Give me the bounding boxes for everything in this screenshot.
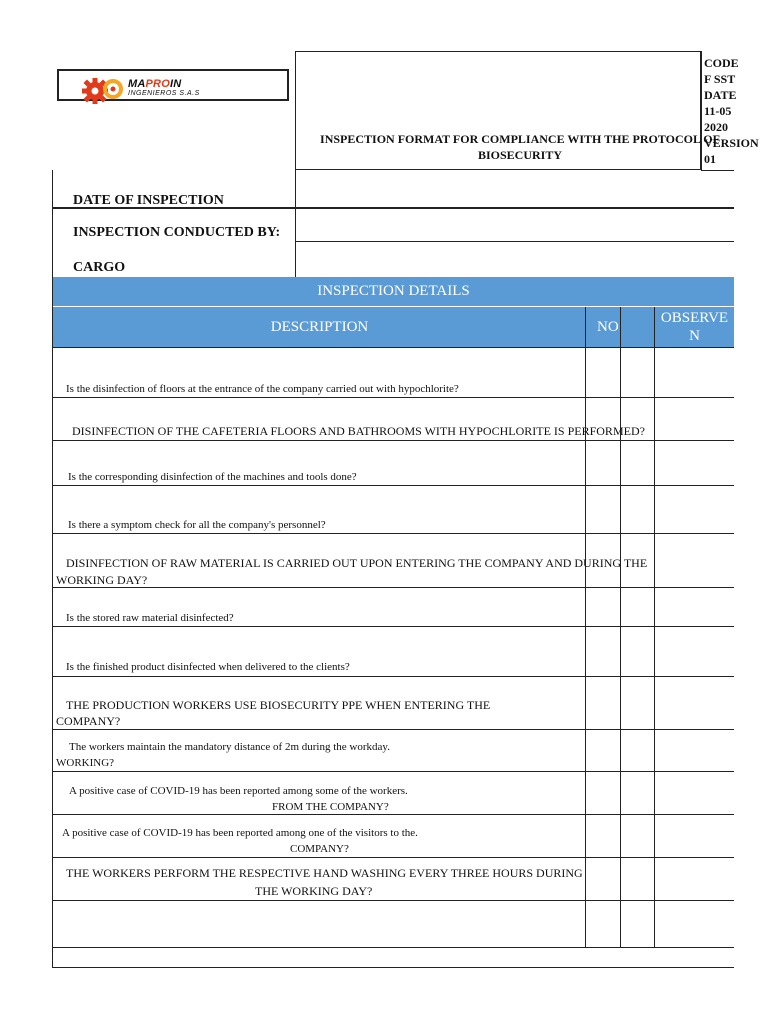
- table-row-question-9-line1: The workers maintain the mandatory distance of 2m during the workday.: [69, 741, 390, 753]
- version-value: 01: [704, 152, 716, 166]
- table-row-line: [52, 397, 734, 398]
- table-row-question-11-line1: A positive case of COVID-19 has been reported among one of the visitors to the.: [62, 827, 418, 839]
- table-row-line: [52, 347, 734, 348]
- observation-header-line1: OBSERVE: [660, 310, 729, 326]
- table-row-question-1: Is the disinfection of floors at the entrance of the company carried out with hypochlorite?: [66, 383, 459, 395]
- table-row-question-12-line2: THE WORKING DAY?: [255, 884, 373, 898]
- gear-logo-icon: [80, 76, 126, 111]
- table-row-line: [52, 676, 734, 677]
- table-row-line: [52, 626, 734, 627]
- code-column-border: [701, 51, 702, 171]
- inspection-details-title: INSPECTION DETAILS: [317, 283, 470, 299]
- col-divider-yes: [585, 307, 586, 948]
- table-row-question-5-line1: DISINFECTION OF RAW MATERIAL IS CARRIED OUT UPON ENTERING THE COMPANY AND DURING THE: [66, 556, 648, 570]
- code-label: CODE: [704, 56, 739, 70]
- col-divider-no: [620, 307, 621, 948]
- table-row-question-5-line2: WORKING DAY?: [56, 573, 148, 587]
- table-row-line: [52, 440, 734, 441]
- table-row-line: [52, 729, 734, 730]
- inspection-conducted-by-label: INSPECTION CONDUCTED BY:: [73, 225, 281, 240]
- description-column-header: DESCRIPTION: [270, 319, 369, 335]
- code-value: F SST: [704, 72, 736, 86]
- logo-wordmark: [128, 79, 200, 99]
- table-row-line: [52, 485, 734, 486]
- table-row-line: [52, 947, 734, 948]
- table-row-line: [52, 587, 734, 588]
- table-row-question-10-line2: FROM THE COMPANY?: [272, 801, 389, 813]
- table-row-line: [52, 857, 734, 858]
- observation-column-header: [655, 309, 734, 347]
- table-row-question-3: Is the corresponding disinfection of the machines and tools done?: [68, 471, 357, 483]
- inspection-conducted-by-field[interactable]: [296, 209, 734, 241]
- table-row-question-8-line2: COMPANY?: [56, 714, 121, 728]
- date-of-inspection-label: DATE OF INSPECTION: [73, 193, 224, 208]
- col-divider-observation: [654, 307, 655, 948]
- document-title-line1: INSPECTION FORMAT FOR COMPLIANCE WITH THE PROTOCOL OF: [320, 132, 720, 146]
- date-value: 11-05: [704, 104, 732, 118]
- table-row-question-4: Is there a symptom check for all the company's personnel?: [68, 519, 326, 531]
- table-row-question-6: Is the stored raw material disinfected?: [66, 612, 234, 624]
- date-label: DATE: [704, 88, 737, 102]
- table-row-question-11-line2: COMPANY?: [290, 843, 349, 855]
- table-row-line: [52, 533, 734, 534]
- table-row-line: [52, 814, 734, 815]
- document-code-block: [704, 55, 759, 167]
- date-of-inspection-field[interactable]: [296, 171, 734, 207]
- date-year: 2020: [704, 120, 728, 134]
- version-label: VERSION: [704, 136, 759, 150]
- no-column-header: NO: [597, 319, 619, 335]
- observation-header-line2: N: [689, 328, 700, 344]
- table-bottom-line: [52, 967, 734, 968]
- table-row-question-12-line1: THE WORKERS PERFORM THE RESPECTIVE HAND WASHING EVERY THREE HOURS DURING: [66, 866, 583, 880]
- table-row-question-7: Is the finished product disinfected when delivered to the clients?: [66, 661, 350, 673]
- document-title: [310, 131, 730, 163]
- table-row-question-2: DISINFECTION OF THE CAFETERIA FLOORS AND BATHROOMS WITH HYPOCHLORITE IS PERFORMED?: [72, 424, 645, 438]
- table-row-question-8-line1: THE PRODUCTION WORKERS USE BIOSECURITY PPE WHEN ENTERING THE: [66, 698, 491, 712]
- logo-brand-subtitle: INGENIEROS S.A.S: [128, 90, 200, 97]
- cargo-field[interactable]: [296, 242, 734, 276]
- document-title-line2: BIOSECURITY: [477, 148, 563, 162]
- table-row-question-9-line2: WORKING?: [56, 757, 115, 769]
- cargo-label: CARGO: [73, 260, 126, 275]
- table-row-line: [52, 900, 734, 901]
- table-row-question-10-line1: A positive case of COVID-19 has been reported among some of the workers.: [69, 785, 408, 797]
- table-row-line: [52, 771, 734, 772]
- logo-brand-name: MAPROIN: [128, 78, 182, 90]
